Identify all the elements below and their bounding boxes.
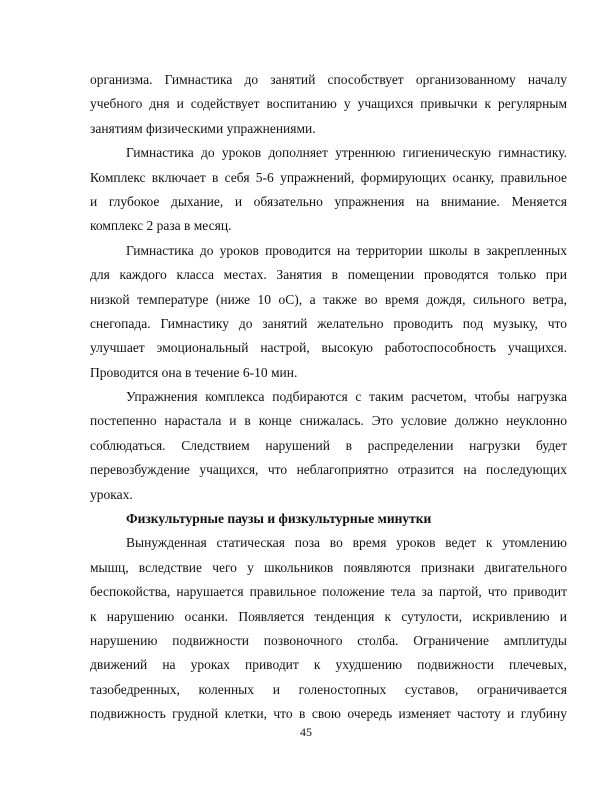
text-line: занятиям физическими упражнениями.: [90, 120, 316, 136]
text-line: беспокойства, нарушается правильное положение тела за партой, что приводит: [90, 584, 567, 600]
text-line: организма. Гимнастика до занятий способствует организованному началу: [90, 72, 567, 87]
text-line: Упражнения комплекса подбираются с таким расчетом, чтобы нагрузка: [126, 389, 567, 405]
text-line: низкой температуре (ниже 10 оС), а также во время дождя, сильного ветра,: [90, 291, 567, 307]
text-line: нарушению подвижности позвоночного столба. Ограничение амплитуды: [90, 632, 567, 648]
text-line: уроках.: [90, 486, 133, 502]
text-line: Комплекс включает в себя 5-6 упражнений, формирующих осанку, правильное: [90, 169, 567, 185]
text-line: постепенно нарастала и в конце снижалась. Это условие должно неуклонно: [90, 413, 567, 429]
text-line: подвижность грудной клетки, что в свою очередь изменяет частоту и глубину: [90, 706, 567, 722]
text-line: и глубокое дыхание, и обязательно упражнения на внимание. Меняется: [90, 193, 567, 209]
text-line: перевозбуждение учащихся, что неблагоприятно отразится на последующих: [90, 462, 567, 478]
text-line: тазобедренных, коленных и голеностопных суставов, ограничивается: [90, 681, 567, 697]
text-line: снегопада. Гимнастику до занятий желательно проводить под музыку, что: [90, 315, 567, 331]
text-line: Гимнастика до уроков проводится на территории школы в закрепленных: [126, 242, 567, 258]
text-line: Гимнастика до уроков дополняет утреннюю гигиеническую гимнастику.: [126, 145, 567, 161]
text-line: для каждого класса местах. Занятия в помещении проводятся только при: [90, 267, 567, 283]
text-line: Проводится она в течение 6-10 мин.: [90, 364, 298, 380]
text-line: движений на уроках приводит к ухудшению подвижности плечевых,: [90, 657, 567, 673]
body-text: [90, 68, 567, 727]
section-heading: Физкультурные паузы и физкультурные минутки: [126, 511, 432, 527]
text-line: комплекс 2 раза в месяц.: [90, 218, 232, 234]
text-line: мышц, вследствие чего у школьников появляются признаки двигательного: [90, 559, 567, 575]
page-number: 45: [300, 725, 312, 739]
text-line: улучшает эмоциональный настрой, высокую работоспособность учащихся.: [90, 340, 567, 356]
text-line: Вынужденная статическая поза во время уроков ведет к утомлению: [126, 535, 567, 551]
text-line: к нарушению осанки. Появляется тенденция к сутулости, искривлению и: [90, 608, 567, 624]
text-line: соблюдаться. Следствием нарушений в распределении нагрузки будет: [90, 437, 567, 453]
text-line: учебного дня и содействует воспитанию у учащихся привычки к регулярным: [90, 96, 567, 112]
